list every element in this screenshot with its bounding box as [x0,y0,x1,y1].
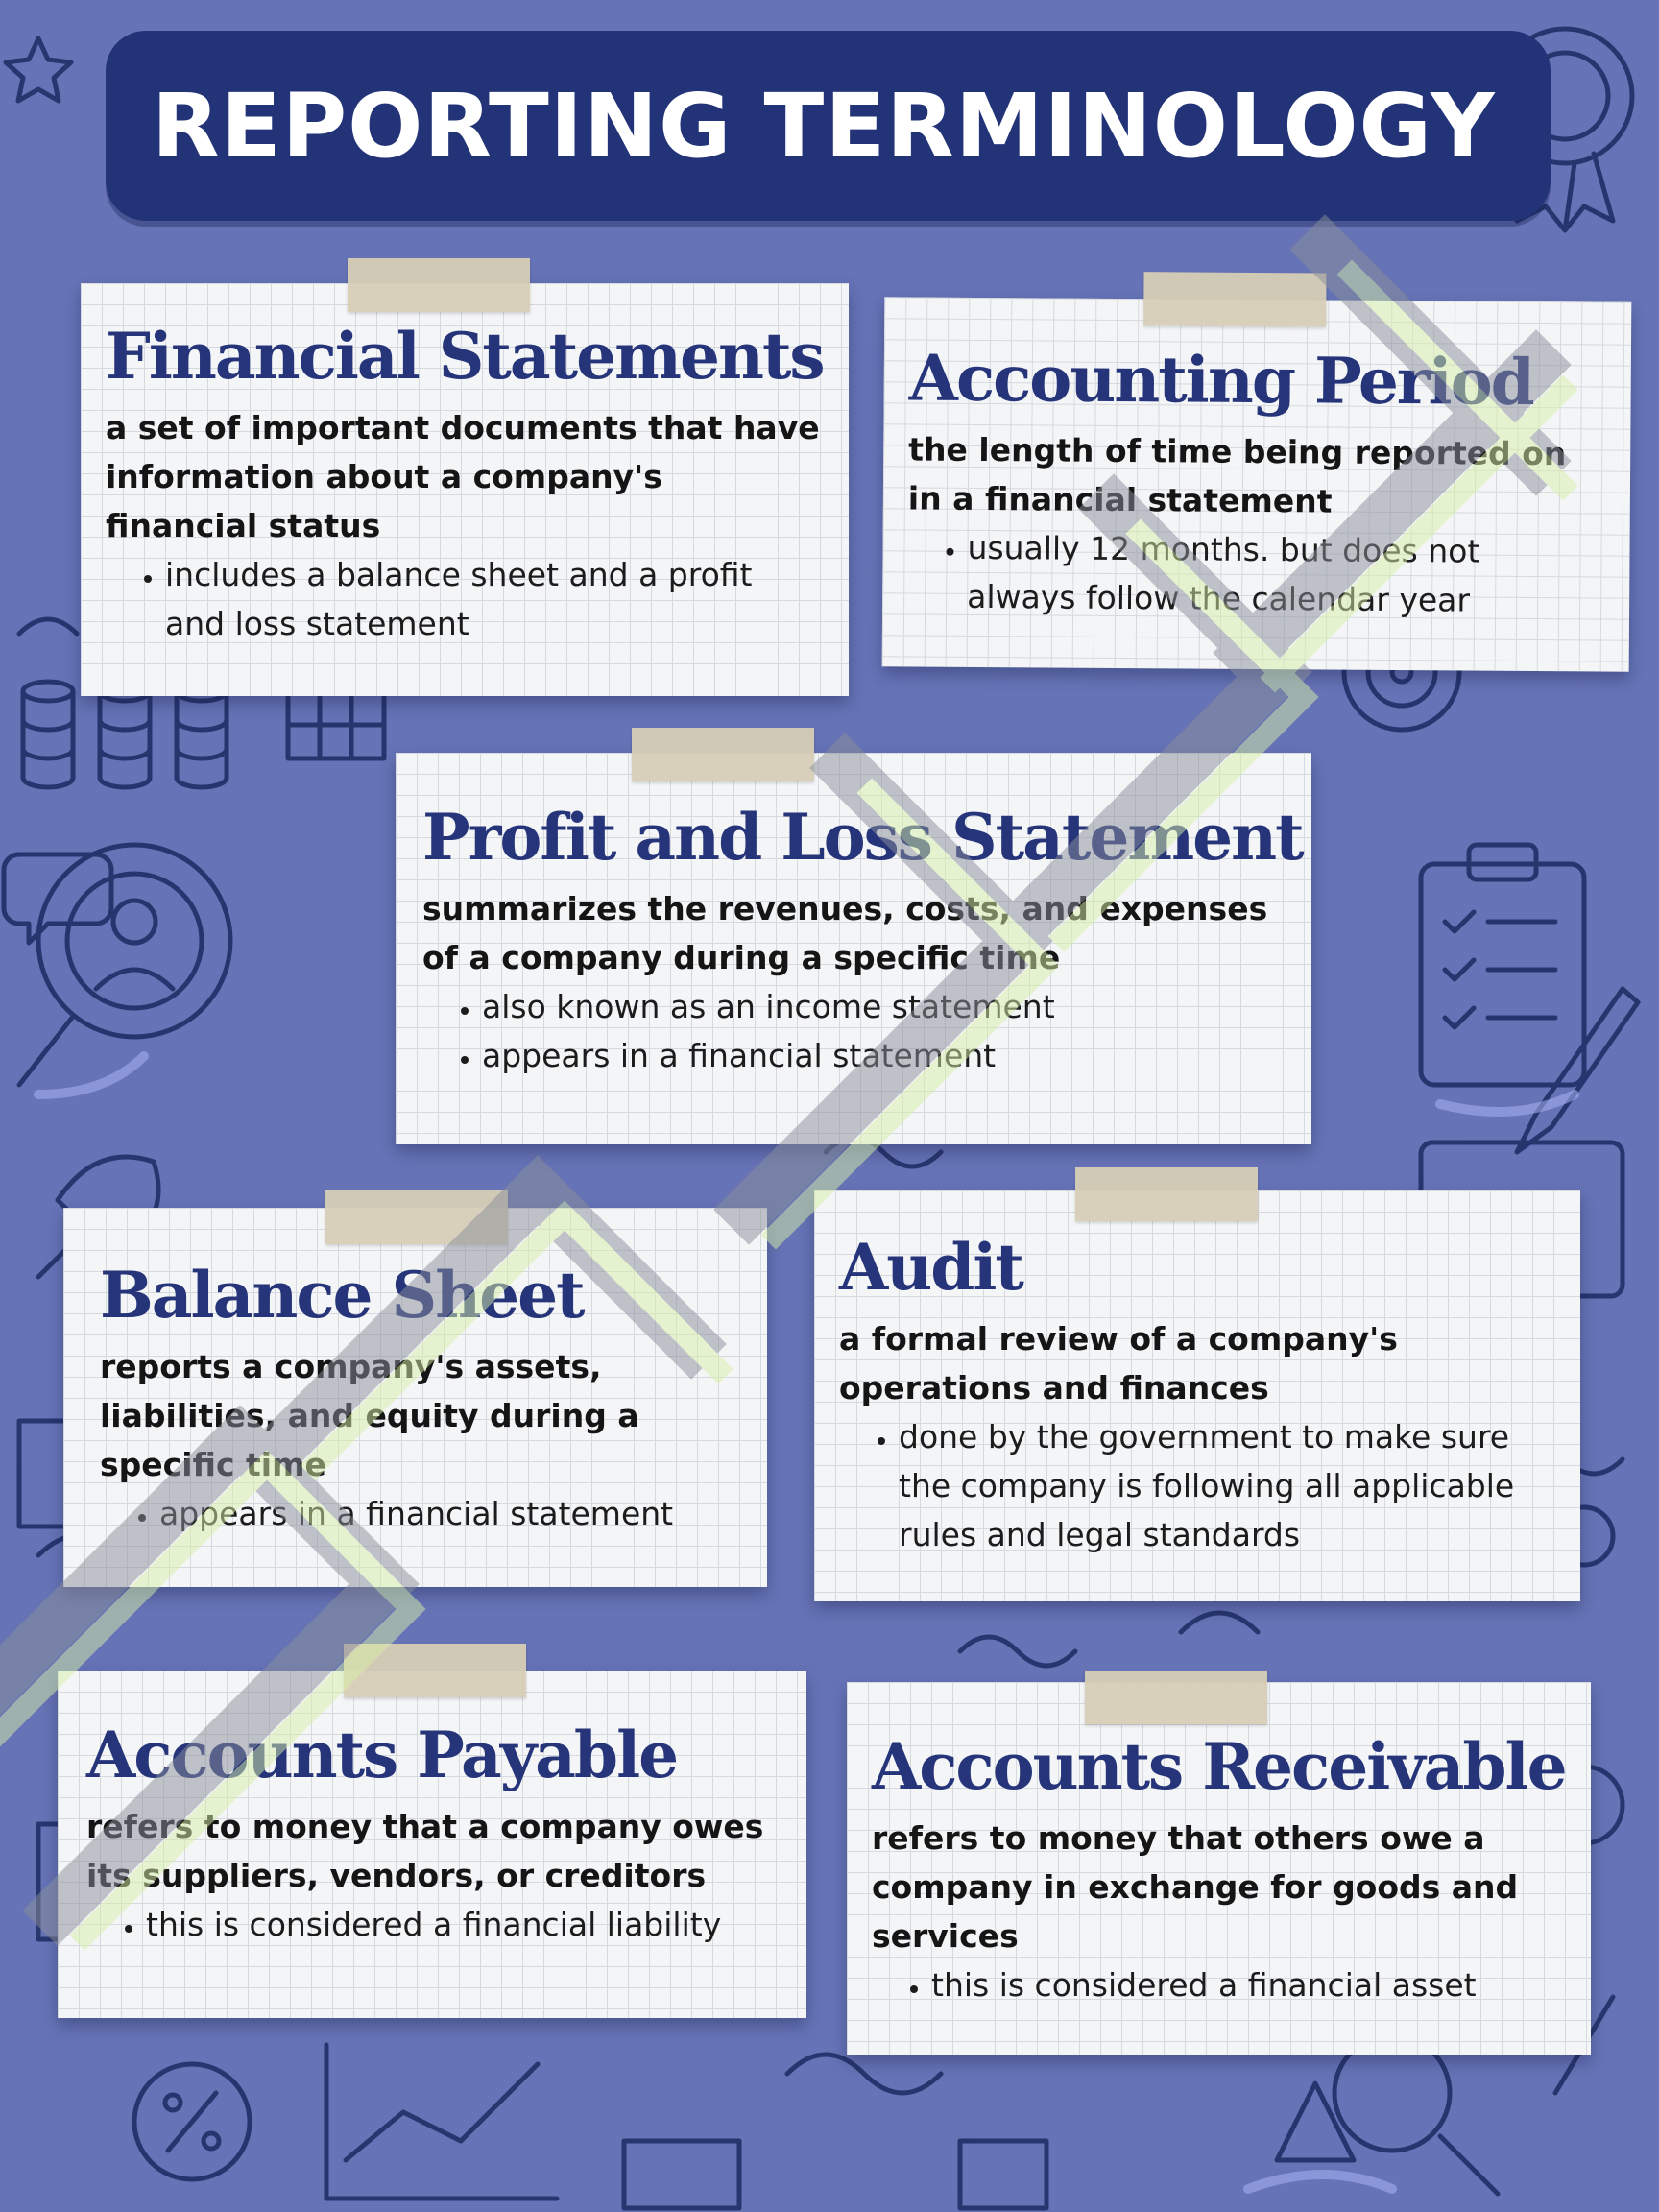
term-card-balance-sheet [63,1208,767,1587]
term-definition: refers to money that a company owes its suppliers, vendors, or creditors [86,1807,764,1894]
term-heading: Profit and Loss Statement [422,800,1303,875]
term-card-accounting-period [882,297,1632,671]
term-heading: Accounting Period [908,340,1534,421]
bullet-item: • also known as an income statement [482,982,1286,1031]
term-card-accounts-receivable [847,1682,1591,2055]
bullet-list [907,522,1605,625]
bullet-item: • usually 12 months. but does not always follow the calendar year [967,522,1544,624]
term-card-accounts-payable [58,1671,806,2018]
tape [1075,1167,1258,1221]
term-definition: refers to money that others owe a company in exchange for goods and services [872,1818,1519,1955]
term-heading: Accounts Receivable [872,1729,1566,1804]
term-card-profit-and-loss-statement [396,753,1311,1144]
tape [1143,272,1326,326]
term-heading: Financial Statements [106,319,824,394]
term-card-audit [814,1190,1580,1601]
bullet-list [422,982,1286,1080]
term-definition: a set of important documents that have information about a company's financial status [106,408,820,544]
term-definition: reports a company's assets, liabilities, and equity during a specific time [100,1347,639,1483]
tape [348,258,530,312]
term-heading: Accounts Payable [86,1718,678,1792]
bullet-item: • appears in a financial statement [482,1031,1286,1080]
term-card-financial-statements [81,283,849,696]
term-definition: the length of time being reported on in a financial statement [907,430,1567,520]
bullet-item: • this is considered a financial liability [146,1900,781,1949]
bullet-item: • includes a balance sheet and a profit and loss statement [165,550,760,648]
tape [325,1190,508,1244]
bullet-list [839,1412,1555,1559]
tape [632,728,814,781]
bullet-list [106,550,824,648]
term-heading: Audit [839,1230,1022,1305]
bullet-item: • appears in a financial statement [159,1489,742,1538]
page-title: REPORTING TERMINOLOGY [152,74,1496,178]
bullet-item: • done by the government to make sure the company is following all applicable rules and legal standards [899,1412,1571,1559]
title-banner [106,31,1551,221]
bullet-item: • this is considered a financial asset [931,1960,1566,2009]
tape [1085,1671,1267,1724]
term-definition: summarizes the revenues, costs, and expenses of a company during a specific time [422,889,1268,976]
bullet-list [872,1960,1566,2009]
term-heading: Balance Sheet [100,1258,584,1333]
tape [344,1644,526,1697]
term-definition: a formal review of a company's operations and finances [839,1319,1398,1407]
bullet-list [100,1489,742,1538]
bullet-list [86,1900,781,1949]
